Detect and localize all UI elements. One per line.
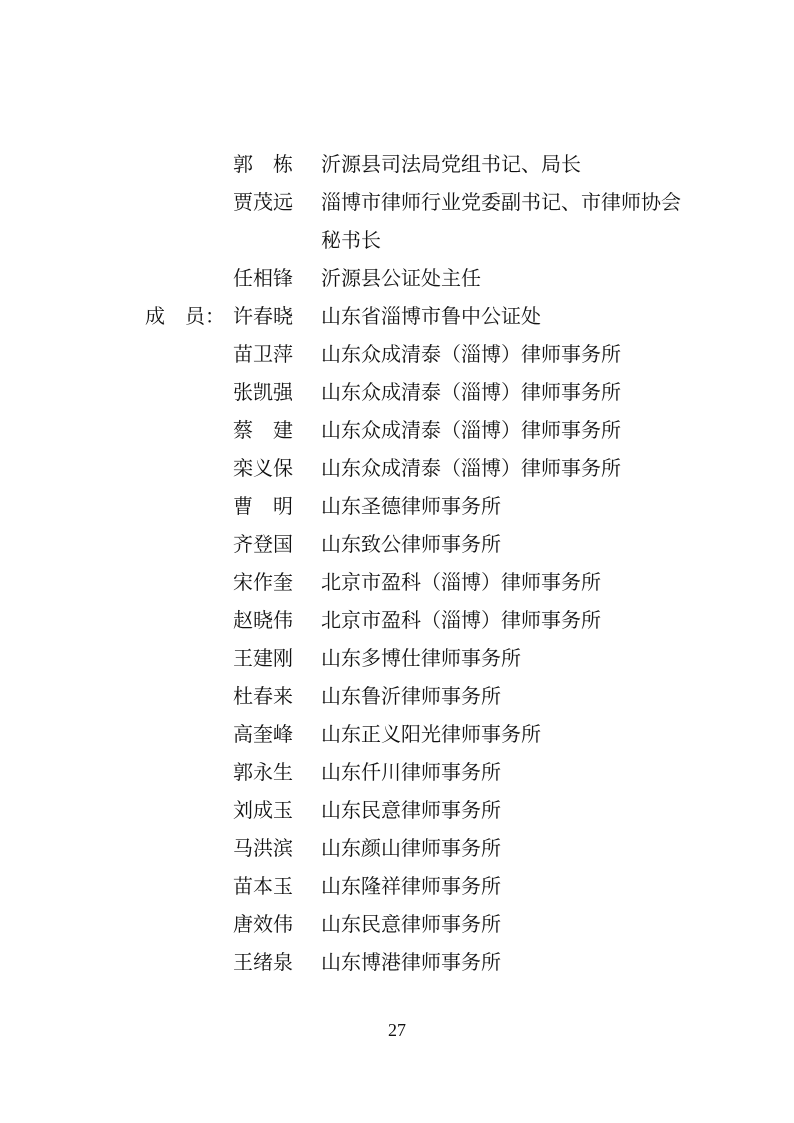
member-row — [145, 487, 745, 525]
member-organization: 山东民意律师事务所 — [321, 798, 501, 822]
member-organization: 山东圣德律师事务所 — [321, 494, 501, 518]
member-organization: 北京市盈科（淄博）律师事务所 — [321, 570, 601, 594]
member-role-label: 成 员： — [145, 304, 225, 328]
member-row — [145, 791, 745, 829]
member-row — [145, 145, 745, 183]
member-row — [145, 525, 745, 563]
member-name: 郭永生 — [233, 760, 293, 784]
member-organization: 沂源县公证处主任 — [321, 266, 481, 290]
member-name: 高奎峰 — [233, 722, 293, 746]
member-row — [145, 867, 745, 905]
member-name: 宋作奎 — [233, 570, 293, 594]
member-organization: 山东众成清泰（淄博）律师事务所 — [321, 342, 621, 366]
member-organization: 山东博港律师事务所 — [321, 950, 501, 974]
member-name: 苗卫萍 — [233, 342, 293, 366]
member-organization: 山东隆祥律师事务所 — [321, 874, 501, 898]
member-name: 刘成玉 — [233, 798, 293, 822]
member-name: 贾茂远 — [233, 190, 293, 214]
member-organization: 山东多博仕律师事务所 — [321, 646, 521, 670]
member-name: 张凯强 — [233, 380, 293, 404]
member-row — [145, 829, 745, 867]
member-row — [145, 943, 745, 981]
member-name: 郭 栋 — [233, 152, 293, 176]
member-organization: 山东众成清泰（淄博）律师事务所 — [321, 418, 621, 442]
member-name: 曹 明 — [233, 494, 293, 518]
member-row — [145, 183, 745, 221]
member-row — [145, 639, 745, 677]
member-name: 许春晓 — [233, 304, 293, 328]
member-organization: 沂源县司法局党组书记、局长 — [321, 152, 581, 176]
member-row — [145, 601, 745, 639]
member-row — [145, 297, 745, 335]
member-name: 王建刚 — [233, 646, 293, 670]
member-organization: 山东众成清泰（淄博）律师事务所 — [321, 456, 621, 480]
member-organization: 北京市盈科（淄博）律师事务所 — [321, 608, 601, 632]
member-name: 杜春来 — [233, 684, 293, 708]
member-row — [145, 373, 745, 411]
member-organization: 山东正义阳光律师事务所 — [321, 722, 541, 746]
member-organization: 山东颜山律师事务所 — [321, 836, 501, 860]
member-row — [145, 411, 745, 449]
member-name: 蔡 建 — [233, 418, 293, 442]
member-row — [145, 715, 745, 753]
member-organization: 秘书长 — [321, 228, 381, 252]
member-organization: 山东众成清泰（淄博）律师事务所 — [321, 380, 621, 404]
member-organization: 山东仟川律师事务所 — [321, 760, 501, 784]
member-row — [145, 335, 745, 373]
member-name: 栾义保 — [233, 456, 293, 480]
member-name: 唐效伟 — [233, 912, 293, 936]
member-name: 齐登国 — [233, 532, 293, 556]
member-organization: 山东致公律师事务所 — [321, 532, 501, 556]
member-row — [145, 753, 745, 791]
member-row — [145, 677, 745, 715]
page-number: 27 — [388, 1020, 406, 1040]
member-organization: 山东省淄博市鲁中公证处 — [321, 304, 541, 328]
member-organization: 山东鲁沂律师事务所 — [321, 684, 501, 708]
member-name: 马洪滨 — [233, 836, 293, 860]
member-name: 赵晓伟 — [233, 608, 293, 632]
member-name: 任相锋 — [233, 266, 293, 290]
member-name: 王绪泉 — [233, 950, 293, 974]
member-row — [145, 221, 745, 259]
member-row — [145, 905, 745, 943]
member-name: 苗本玉 — [233, 874, 293, 898]
member-list — [145, 145, 745, 981]
member-row — [145, 449, 745, 487]
member-row — [145, 259, 745, 297]
member-organization: 淄博市律师行业党委副书记、市律师协会 — [321, 190, 681, 214]
member-row — [145, 563, 745, 601]
member-organization: 山东民意律师事务所 — [321, 912, 501, 936]
